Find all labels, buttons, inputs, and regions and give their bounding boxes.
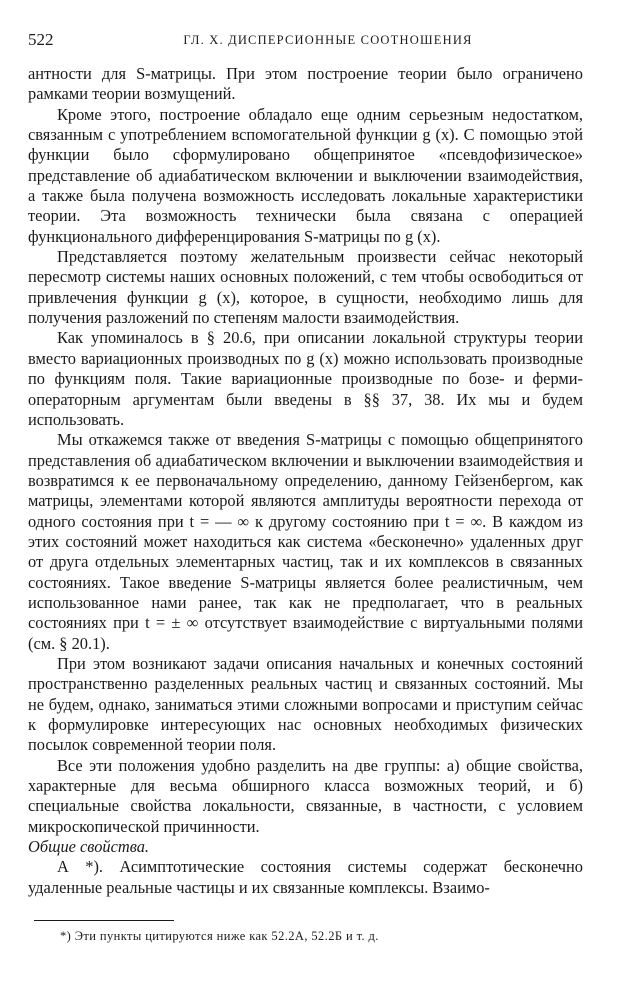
section-subheading: Общие свойства. (28, 837, 149, 857)
paragraph: Все эти положения удобно разделить на две группы: а) общие свойства, характерные для весьма обширного класса возможных теорий, и б) специальные свойства локальности, связанные, в частности, с условием микроскопической причинности. (28, 755, 583, 836)
footnote-divider (34, 920, 174, 921)
page-number: 522 (28, 30, 54, 49)
body-text (28, 64, 583, 898)
paragraph: Представляется поэтому желательным произвести сейчас некоторый пересмотр системы наших основных положений, с тем чтобы освободиться от привлечения функции g (x), которое, в сущности, необходимо лишь для получения разложений по степеням малости взаимодействия. (28, 247, 583, 328)
paragraph: Мы откажемся также от введения S-матрицы с помощью общепринятого представления об адиабатическом включении и выключении взаимодействия и возвратимся к ее первоначальному определению, данному Гейзенбергом, как матрицы, элементами которой являются амплитуды вероятности перехода от одного состояния при t = — ∞ к другому состоянию при t = ∞. В каждом из этих состояний может находиться как система «бесконечно» удаленных друг от друга отдельных элементарных частиц, так и их комплексов в связанных состояниях. Такое введение S-матрицы является более реалистичным, чем использованное нами ранее, так как не предполагает, что в реальных состояниях при t = ± ∞ отсутствует взаимодействие с виртуальными полями (см. § 20.1). (28, 430, 583, 653)
page-header (28, 30, 588, 52)
running-head: ГЛ. X. ДИСПЕРСИОННЫЕ СООТНОШЕНИЯ (183, 33, 473, 47)
paragraph-continued: антности для S-матрицы. При этом построение теории было ограничено рамками теории возмущений. (28, 64, 583, 104)
paragraph: Как упоминалось в § 20.6, при описании локальной структуры теории вместо вариационных производных по g (x) можно использовать производные по функциям поля. Такие вариационные производные по бозе- и ферми-операторным аргументам были введены в §§ 37, 38. Их мы и будем использовать. (28, 328, 583, 429)
footnote: *) Эти пункты цитируются ниже как 52.2А, 52.2Б и т. д. (60, 929, 379, 943)
paragraph: При этом возникают задачи описания начальных и конечных состояний пространственно разделенных реальных частиц и связанных состояний. Мы не будем, однако, заниматься этими сложными вопросами и приступим сейчас к формулировке интересующих нас основных необходимых физических посылок современной теории поля. (28, 653, 583, 755)
paragraph-last: А *). Асимптотические состояния системы содержат бесконечно удаленные реальные частицы и их связанные комплексы. Взаимо- (28, 857, 583, 897)
paragraph: Кроме этого, построение обладало еще одним серьезным недостатком, связанным с употреблением вспомогательной функции g (x). С помощью этой функции было сформулировано общепринятое «псевдофизическое» представление об адиабатическом включении и выключении взаимодействия, а также была получена возможность исследовать локальные характеристики теории. Эта возможность технически была связана с операцией функционального дифференцирования S-матрицы по g (x). (28, 104, 583, 246)
